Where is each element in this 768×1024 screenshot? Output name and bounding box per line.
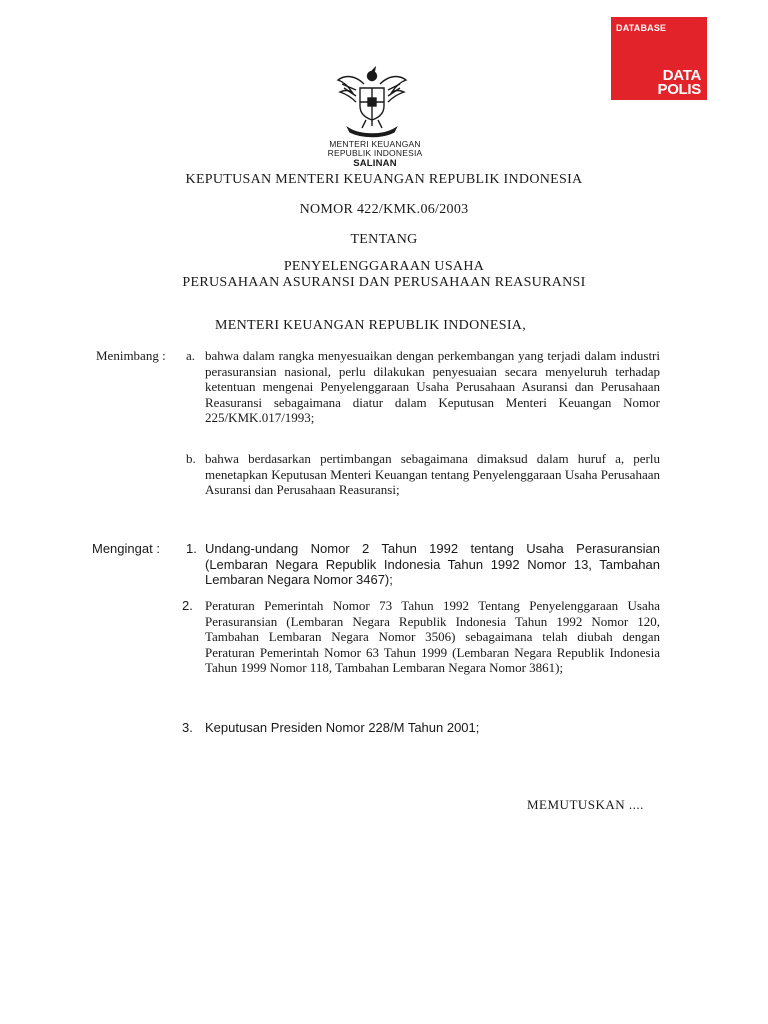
mengingat-marker-3: 3. (182, 720, 193, 735)
mengingat-item-3: Keputusan Presiden Nomor 228/M Tahun 2001; (205, 720, 480, 735)
subject-line-2: PERUSAHAAN ASURANSI DAN PERUSAHAAN REASURANSI (182, 275, 586, 290)
badge-label: DATABASE (616, 23, 667, 33)
menimbang-item-a: bahwa dalam rangka menyesuaikan dengan perkembangan yang terjadi dalam industri perasuransian nasional, perlu dilakukan penyesuaian secara menyeluruh terhadap ketentuan mengenai Penyelenggaraan Usaha Perusahaan Asuransi dan Perusahaan Reasuransi sebagaimana diatur dalam Keputusan Menteri Keuangan Nomor 225/KMK.017/1993; (205, 348, 660, 425)
mengingat-marker-1: 1. (186, 541, 197, 556)
subject-line-1: PENYELENGGARAAN USAHA (283, 259, 485, 274)
mengingat-item-1: Undang-undang Nomor 2 Tahun 1992 tentang Usaha Perasuransian (Lembaran Negara Republik Indonesia Tahun 1992 Nomor 13, Tambahan Lembaran Negara Nomor 3467); (205, 541, 660, 588)
garuda-emblem-icon (334, 66, 410, 138)
menimbang-item-b: bahwa berdasarkan pertimbangan sebagaimana dimaksud dalam huruf a, perlu menetapkan Keputusan Menteri Keuangan tentang Penyelenggaraan Usaha Perusahaan Asuransi dan Perusahaan Reasuransi; (205, 451, 660, 497)
menimbang-marker-a: a. (186, 348, 196, 363)
ministry-heading (300, 140, 450, 169)
decree-subject (0, 259, 768, 291)
ministry-line-1: MENTERI KEUANGAN (329, 139, 421, 149)
logo-line-2: POLIS (657, 81, 701, 98)
mengingat-marker-2: 2. (182, 598, 193, 613)
issuer-line: MENTERI KEUANGAN REPUBLIK INDONESIA, (215, 318, 526, 333)
decree-number: NOMOR 422/KMK.06/2003 (299, 202, 469, 217)
tentang-heading: TENTANG (350, 232, 418, 247)
datapolis-logo (657, 69, 701, 97)
menimbang-marker-b: b. (186, 451, 196, 466)
menimbang-label: Menimbang : (96, 348, 166, 363)
ministry-line-2: REPUBLIK INDONESIA (327, 148, 423, 158)
decree-title: KEPUTUSAN MENTERI KEUANGAN REPUBLIK INDONESIA (185, 172, 583, 187)
mengingat-item-2: Peraturan Pemerintah Nomor 73 Tahun 1992 Tentang Penyelenggaraan Usaha Perasuransian (Lembaran Negara Republik Indonesia Tahun 1992 Nomor 120, Tambahan Lembaran Negara Nomor 3506) sebagaimana telah diubah dengan Peraturan Pemerintah Nomor 63 Tahun 1999 (Lembaran Negara Republik Indonesia Tahun 1999 Nomor 118, Tambahan Lembaran Negara Nomor 3861); (205, 598, 660, 675)
salinan-label: SALINAN (353, 158, 397, 169)
database-badge (611, 17, 707, 100)
mengingat-label: Mengingat : (92, 541, 160, 556)
logo-line-1: DATA (662, 67, 701, 84)
memutuskan-continuation: MEMUTUSKAN .... (527, 797, 644, 812)
